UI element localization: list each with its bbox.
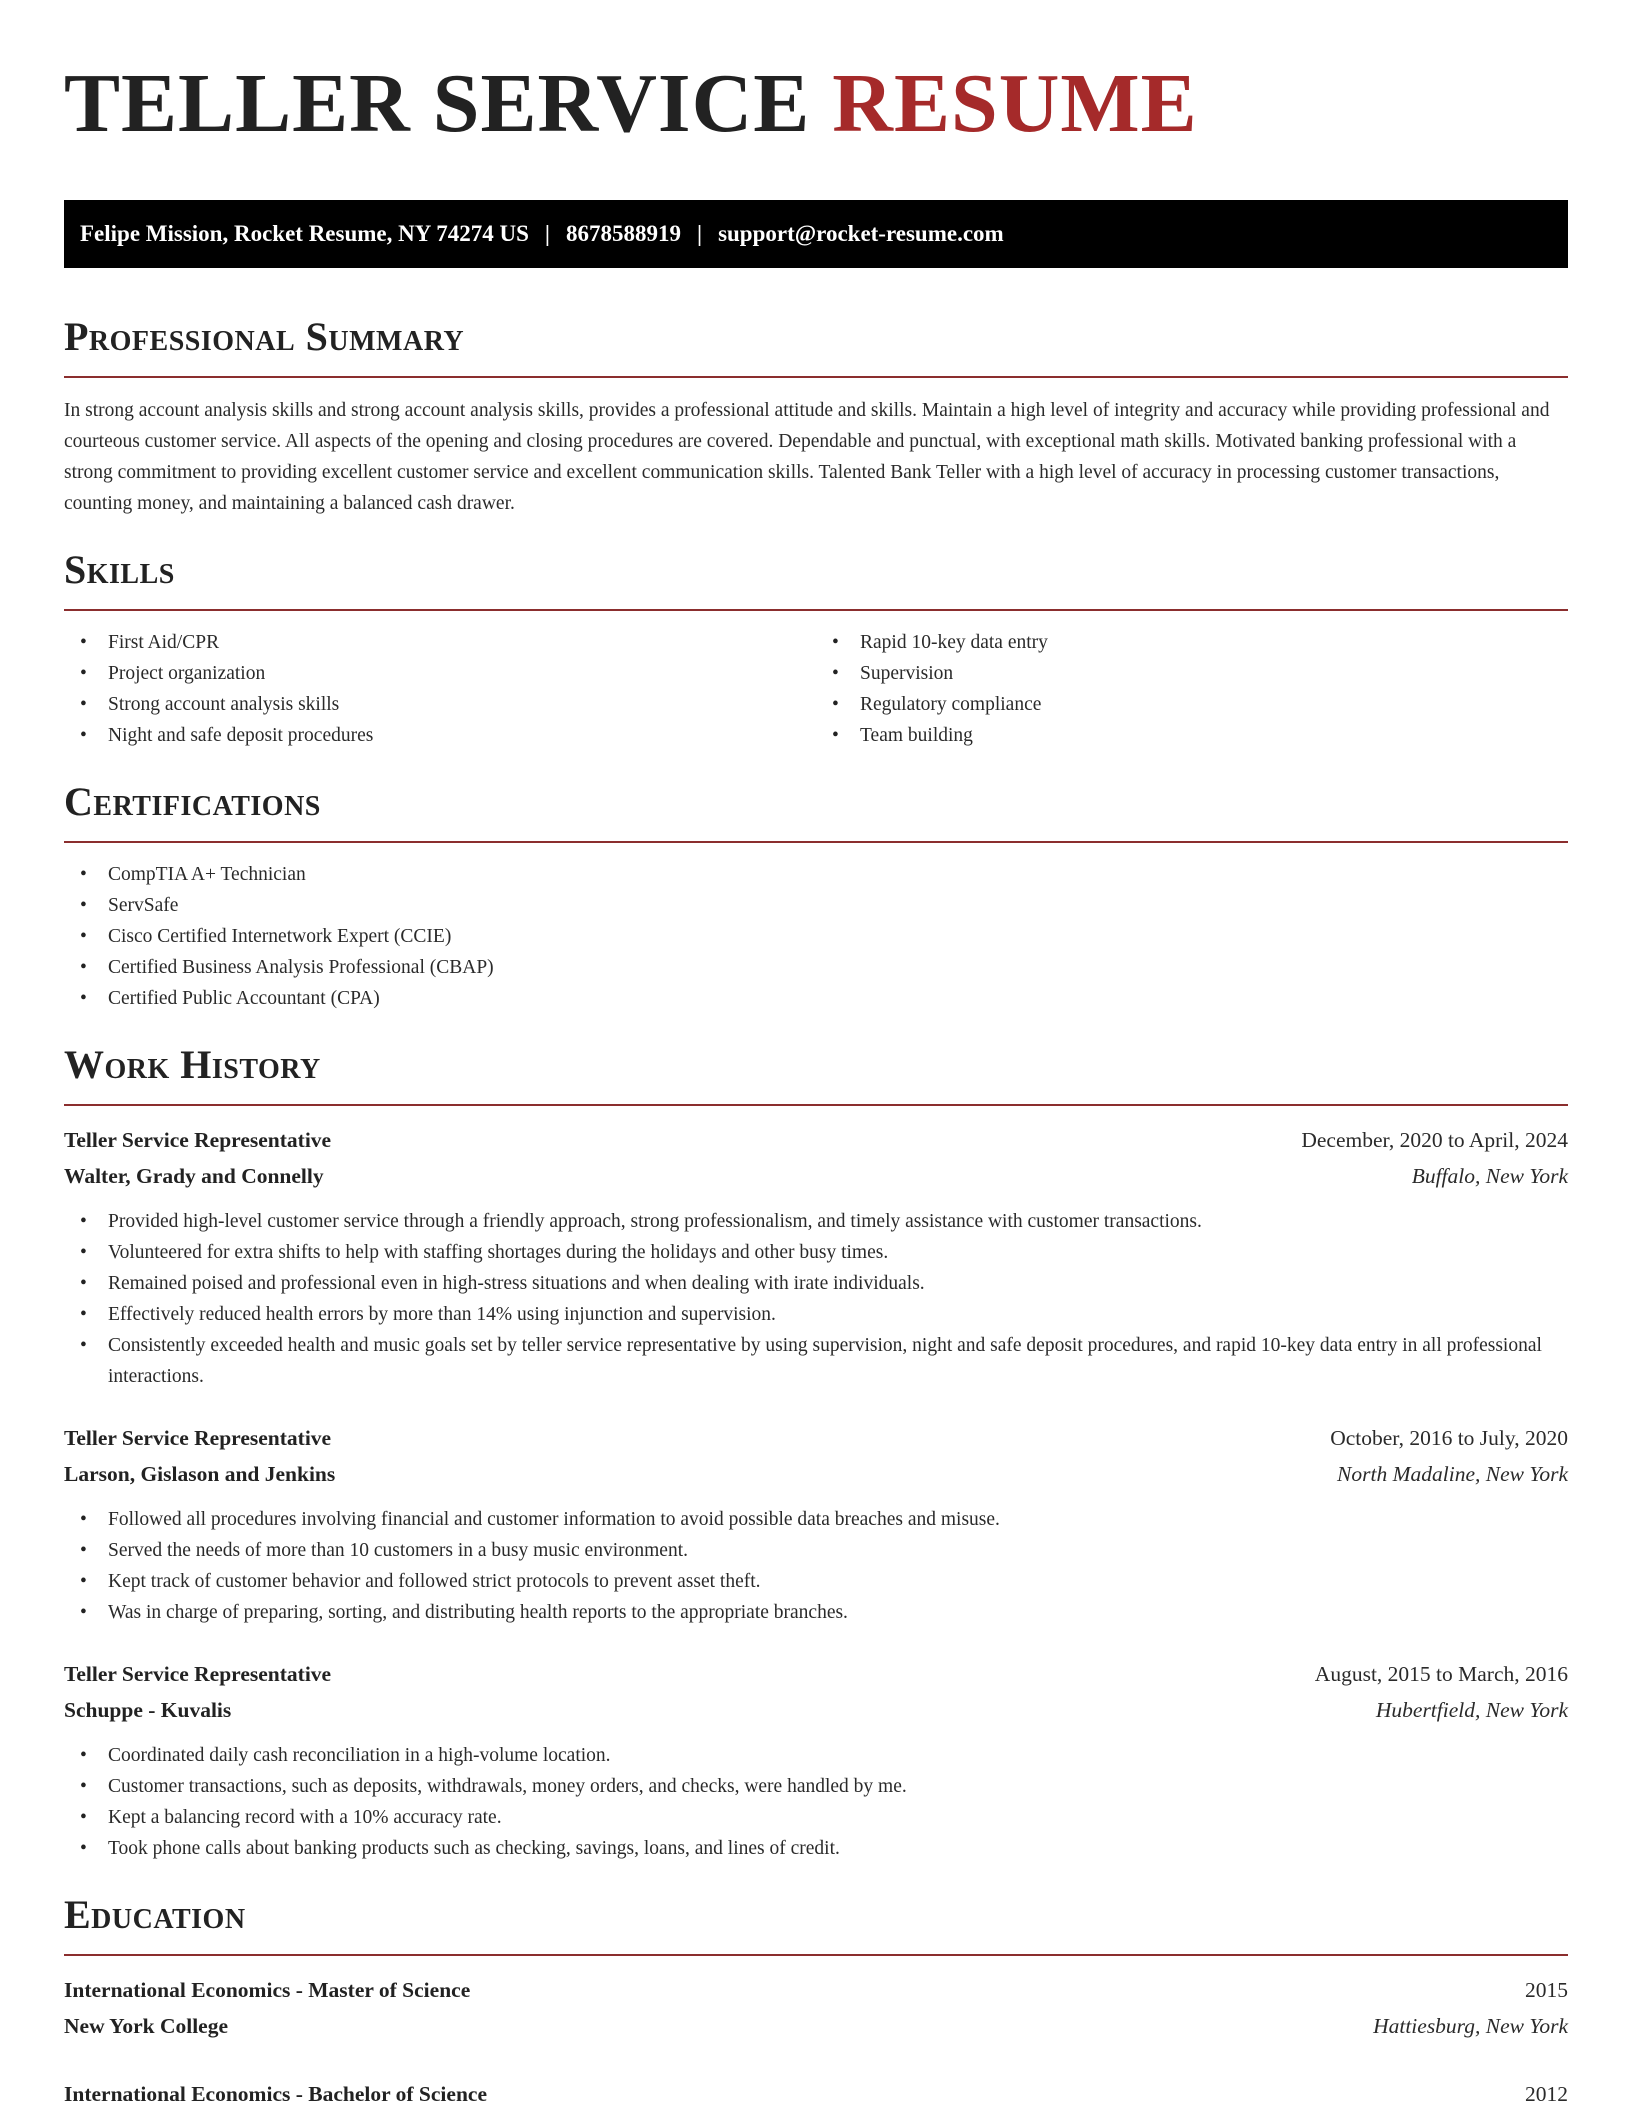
section-divider [64, 376, 1568, 378]
skill-item: • Project organization [64, 658, 816, 689]
contact-email[interactable]: support@rocket-resume.com [718, 221, 1004, 246]
education-location: Hattiesburg, New York [1373, 2014, 1568, 2038]
job-company-row [64, 1456, 1568, 1492]
education-school-row [64, 2008, 1568, 2044]
section-divider [64, 841, 1568, 843]
skill-item: • Strong account analysis skills [64, 689, 816, 720]
job-bullet: • Followed all procedures involving financial and customer information to avoid possible data breaches and misuse. [64, 1504, 1568, 1535]
job-entry [64, 1122, 1568, 1392]
job-bullets [64, 1206, 1568, 1392]
certification-item: • Cisco Certified Internetwork Expert (CCIE) [64, 921, 1568, 952]
work-history-section [64, 1040, 1568, 1864]
education-heading: Education [64, 1892, 246, 1937]
skill-item: • Regulatory compliance [816, 689, 1568, 720]
job-dates: October, 2016 to July, 2020 [1330, 1426, 1568, 1450]
summary-heading: Professional Summary [64, 314, 465, 359]
education-degree-row [64, 2076, 1568, 2112]
skills-section [64, 545, 1568, 751]
job-company-row [64, 1692, 1568, 1728]
job-dates: August, 2015 to March, 2016 [1314, 1662, 1568, 1686]
job-company: Schuppe - Kuvalis [64, 1698, 232, 1722]
job-entry [64, 1420, 1568, 1628]
education-entry [64, 2076, 1568, 2112]
job-company-row [64, 1158, 1568, 1194]
job-bullet: • Was in charge of preparing, sorting, and distributing health reports to the appropriate branches. [64, 1597, 1568, 1628]
section-divider [64, 1104, 1568, 1106]
job-bullet: • Effectively reduced health errors by more than 14% using injunction and supervision. [64, 1299, 1568, 1330]
certification-item: • Certified Business Analysis Professional (CBAP) [64, 952, 1568, 983]
job-bullet: • Consistently exceeded health and music goals set by teller service representative by using supervision, night and safe deposit procedures, and rapid 10-key data entry in all professional interactions. [64, 1330, 1568, 1392]
summary-text: In strong account analysis skills and strong account analysis skills, provides a professional attitude and skills. Maintain a high level of integrity and accuracy while providing professional and courteous customer service. All aspects of the opening and closing procedures are covered. Dependable and punctual, with exceptional math skills. Motivated banking professional with a strong commitment to providing excellent customer service and excellent communication skills. Talented Bank Teller with a high level of accuracy in processing customer transactions, counting money, and maintaining a balanced cash drawer. [64, 400, 1550, 514]
job-header-row [64, 1122, 1568, 1158]
contact-separator: | [696, 221, 703, 246]
skill-item: • Team building [816, 720, 1568, 751]
skill-item: • Rapid 10-key data entry [816, 627, 1568, 658]
job-company: Walter, Grady and Connelly [64, 1164, 324, 1188]
job-entry [64, 1656, 1568, 1864]
contact-bar [64, 200, 1568, 268]
education-section [64, 1890, 1568, 2112]
education-year: 2012 [1525, 2082, 1568, 2106]
job-location: Buffalo, New York [1411, 1164, 1568, 1188]
summary-section [64, 312, 1568, 519]
job-location: Hubertfield, New York [1375, 1698, 1568, 1722]
job-header-row [64, 1420, 1568, 1456]
skills-heading: Skills [64, 547, 175, 592]
title-accent: RESUME [832, 57, 1198, 150]
work-history-heading: Work History [64, 1042, 321, 1087]
job-bullet: • Took phone calls about banking products such as checking, savings, loans, and lines of credit. [64, 1833, 1568, 1864]
job-bullet: • Customer transactions, such as deposits, withdrawals, money orders, and checks, were handled by me. [64, 1771, 1568, 1802]
certifications-list [64, 859, 1568, 1014]
job-company: Larson, Gislason and Jenkins [64, 1462, 336, 1486]
skills-list-right [816, 627, 1568, 751]
job-header-row [64, 1656, 1568, 1692]
job-bullet: • Coordinated daily cash reconciliation in a high-volume location. [64, 1740, 1568, 1771]
education-degree: International Economics - Bachelor of Science [64, 2082, 487, 2106]
certifications-heading: Certifications [64, 779, 321, 824]
job-bullet: • Remained poised and professional even in high-stress situations and when dealing with irate individuals. [64, 1268, 1568, 1299]
section-divider [64, 1954, 1568, 1956]
job-bullet: • Served the needs of more than 10 customers in a busy music environment. [64, 1535, 1568, 1566]
job-title: Teller Service Representative [64, 1128, 332, 1152]
job-bullet: • Volunteered for extra shifts to help with staffing shortages during the holidays and other busy times. [64, 1237, 1568, 1268]
job-bullets [64, 1740, 1568, 1864]
title-main: TELLER SERVICE [64, 57, 811, 150]
job-title: Teller Service Representative [64, 1426, 332, 1450]
job-dates: December, 2020 to April, 2024 [1301, 1128, 1568, 1152]
certification-item: • Certified Public Accountant (CPA) [64, 983, 1568, 1014]
certification-item: • ServSafe [64, 890, 1568, 921]
skills-list-left [64, 627, 816, 751]
job-bullet: • Kept a balancing record with a 10% accuracy rate. [64, 1802, 1568, 1833]
job-title: Teller Service Representative [64, 1662, 332, 1686]
contact-separator: | [544, 221, 550, 246]
section-divider [64, 609, 1568, 611]
job-location: North Madaline, New York [1337, 1462, 1568, 1486]
education-school: New York College [64, 2014, 229, 2038]
skill-item: • Supervision [816, 658, 1568, 689]
contact-address: Felipe Mission, Rocket Resume, NY 74274 US [80, 221, 529, 246]
certification-item: • CompTIA A+ Technician [64, 859, 1568, 890]
education-year: 2015 [1525, 1978, 1568, 2002]
certifications-section [64, 777, 1568, 1014]
education-degree-row [64, 1972, 1568, 2008]
job-bullets [64, 1504, 1568, 1628]
skills-grid [64, 627, 1568, 751]
education-entry [64, 1972, 1568, 2044]
skill-item: • Night and safe deposit procedures [64, 720, 816, 751]
job-bullet: • Provided high-level customer service through a friendly approach, strong professionalism, and timely assistance with customer transactions. [64, 1206, 1568, 1237]
job-bullet: • Kept track of customer behavior and followed strict protocols to prevent asset theft. [64, 1566, 1568, 1597]
resume-title [64, 58, 1568, 150]
education-degree: International Economics - Master of Science [64, 1978, 471, 2002]
contact-phone[interactable]: 8678588919 [565, 221, 681, 246]
skill-item: • First Aid/CPR [64, 627, 816, 658]
